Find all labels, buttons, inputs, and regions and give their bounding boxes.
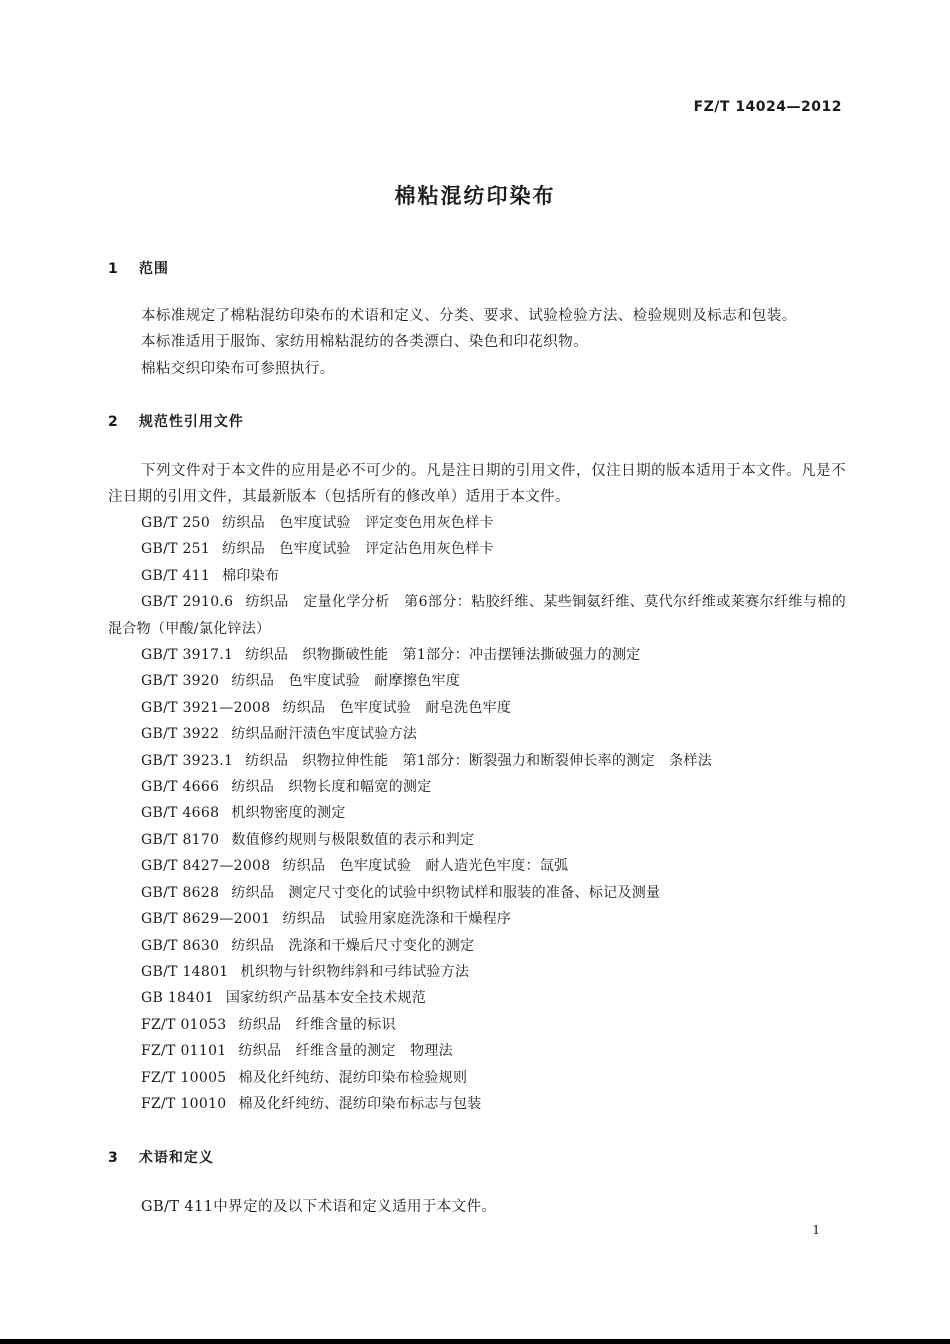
terms-paragraph: GB/T 411中界定的及以下术语和定义适用于本文件。 <box>141 1199 497 1215</box>
reference-item <box>108 959 846 985</box>
reference-code: GB/T 4666 <box>141 779 220 796</box>
section-2-title: 规范性引用文件 <box>138 414 244 430</box>
reference-item <box>108 827 846 853</box>
reference-title: 棉及化纤纯纺、混纺印染布标志与包装 <box>238 1095 482 1112</box>
reference-title: 棉及化纤纯纺、混纺印染布检验规则 <box>238 1069 468 1086</box>
page-bottom-edge <box>0 1339 950 1344</box>
section-2-number: 2 <box>108 414 119 430</box>
reference-item <box>108 906 846 932</box>
reference-item <box>108 695 846 721</box>
reference-code: FZ/T 10005 <box>141 1069 227 1086</box>
document-title: 棉粘混纺印染布 <box>394 184 556 208</box>
reference-title: 机织物与针织物纬斜和弓纬试验方法 <box>240 963 470 980</box>
reference-code: GB/T 3923.1 <box>141 752 234 769</box>
reference-title: 纺织品耐汗渍色牢度试验方法 <box>231 726 418 743</box>
reference-code: GB/T 3922 <box>141 726 220 743</box>
reference-title: 机织物密度的测定 <box>231 805 346 822</box>
reference-item <box>108 589 846 642</box>
reference-code: FZ/T 10010 <box>141 1095 227 1112</box>
reference-title: 纺织品 织物撕破性能 第1部分：冲击摆锤法撕破强力的测定 <box>245 647 641 664</box>
reference-code: GB 18401 <box>141 990 214 1007</box>
section-1-title: 范围 <box>138 261 169 277</box>
reference-item <box>108 1038 846 1064</box>
section-1-number: 1 <box>108 261 119 277</box>
reference-code: GB/T 8629—2001 <box>141 911 271 928</box>
reference-title: 纺织品 色牢度试验 耐皂洗色牢度 <box>282 699 512 716</box>
reference-item <box>108 563 846 589</box>
reference-code: FZ/T 01101 <box>141 1043 227 1060</box>
reference-title: 纺织品 织物拉伸性能 第1部分：断裂强力和断裂伸长率的测定 条样法 <box>245 752 713 769</box>
reference-item <box>108 1065 846 1091</box>
page-number: 1 <box>812 1223 820 1237</box>
reference-code: GB/T 8630 <box>141 937 220 954</box>
reference-list <box>108 510 846 1117</box>
reference-code: GB/T 8628 <box>141 884 220 901</box>
reference-item <box>108 1091 846 1117</box>
section-2-heading <box>108 411 244 431</box>
section-1-heading <box>108 258 169 278</box>
section-3-number: 3 <box>108 1150 119 1166</box>
reference-code: GB/T 411 <box>141 567 211 584</box>
reference-title: 纺织品 定量化学分析 第6部分：粘胶纤维、某些铜氨纤维、莫代尔纤维或莱赛尔纤维与棉的混合物（甲酸/氯化锌法） <box>108 594 846 637</box>
reference-item <box>108 721 846 747</box>
reference-title: 纺织品 洗涤和干燥后尺寸变化的测定 <box>231 937 475 954</box>
reference-code: GB/T 8427—2008 <box>141 858 271 875</box>
reference-code: FZ/T 01053 <box>141 1016 227 1033</box>
reference-item <box>108 774 846 800</box>
section-3-title: 术语和定义 <box>138 1150 214 1166</box>
reference-item <box>108 748 846 774</box>
reference-item <box>108 536 846 562</box>
standard-code: FZ/T 14024—2012 <box>693 99 842 115</box>
reference-code: GB/T 4668 <box>141 805 220 822</box>
scope-paragraph-1: 本标准规定了棉粘混纺印染布的术语和定义、分类、要求、试验检验方法、检验规则及标志和包装。 <box>141 308 797 324</box>
reference-title: 纺织品 色牢度试验 耐人造光色牢度：氙弧 <box>282 858 569 875</box>
reference-title: 数值修约规则与极限数值的表示和判定 <box>231 831 475 848</box>
reference-item <box>108 668 846 694</box>
reference-title: 纺织品 色牢度试验 评定变色用灰色样卡 <box>222 515 494 531</box>
reference-title: 纺织品 测定尺寸变化的试验中织物试样和服装的准备、标记及测量 <box>231 884 661 901</box>
reference-title: 国家纺织产品基本安全技术规范 <box>225 990 427 1007</box>
reference-item <box>108 880 846 906</box>
reference-code: GB/T 8170 <box>141 831 220 848</box>
reference-item <box>108 985 846 1011</box>
reference-code: GB/T 3917.1 <box>141 647 234 664</box>
reference-title: 纺织品 色牢度试验 评定沾色用灰色样卡 <box>222 541 494 558</box>
scope-paragraph-2: 本标准适用于服饰、家纺用棉粘混纺的各类漂白、染色和印花织物。 <box>141 334 588 350</box>
reference-item <box>108 933 846 959</box>
section-3-heading <box>108 1147 214 1167</box>
references-intro: 下列文件对于本文件的应用是必不可少的。凡是注日期的引用文件，仅注日期的版本适用于本文件。凡是不注日期的引用文件，其最新版本（包括所有的修改单）适用于本文件。 <box>108 463 846 505</box>
reference-item <box>108 642 846 668</box>
reference-title: 纺织品 织物长度和幅宽的测定 <box>231 779 432 796</box>
reference-code: GB/T 3921—2008 <box>141 699 271 716</box>
reference-code: GB/T 14801 <box>141 963 229 980</box>
reference-title: 纺织品 纤维含量的标识 <box>238 1016 396 1033</box>
reference-code: GB/T 3920 <box>141 673 220 690</box>
reference-title: 纺织品 色牢度试验 耐摩擦色牢度 <box>231 673 461 690</box>
reference-title: 棉印染布 <box>222 567 280 584</box>
reference-title: 纺织品 试验用家庭洗涤和干燥程序 <box>282 911 512 928</box>
reference-item <box>108 1012 846 1038</box>
scope-paragraph-3: 棉粘交织印染布可参照执行。 <box>141 361 335 377</box>
reference-code: GB/T 250 <box>141 515 211 531</box>
reference-code: GB/T 251 <box>141 541 211 558</box>
reference-title: 纺织品 纤维含量的测定 物理法 <box>238 1043 453 1060</box>
reference-item <box>108 510 846 536</box>
reference-item <box>108 800 846 826</box>
reference-item <box>108 853 846 879</box>
reference-code: GB/T 2910.6 <box>141 594 234 611</box>
